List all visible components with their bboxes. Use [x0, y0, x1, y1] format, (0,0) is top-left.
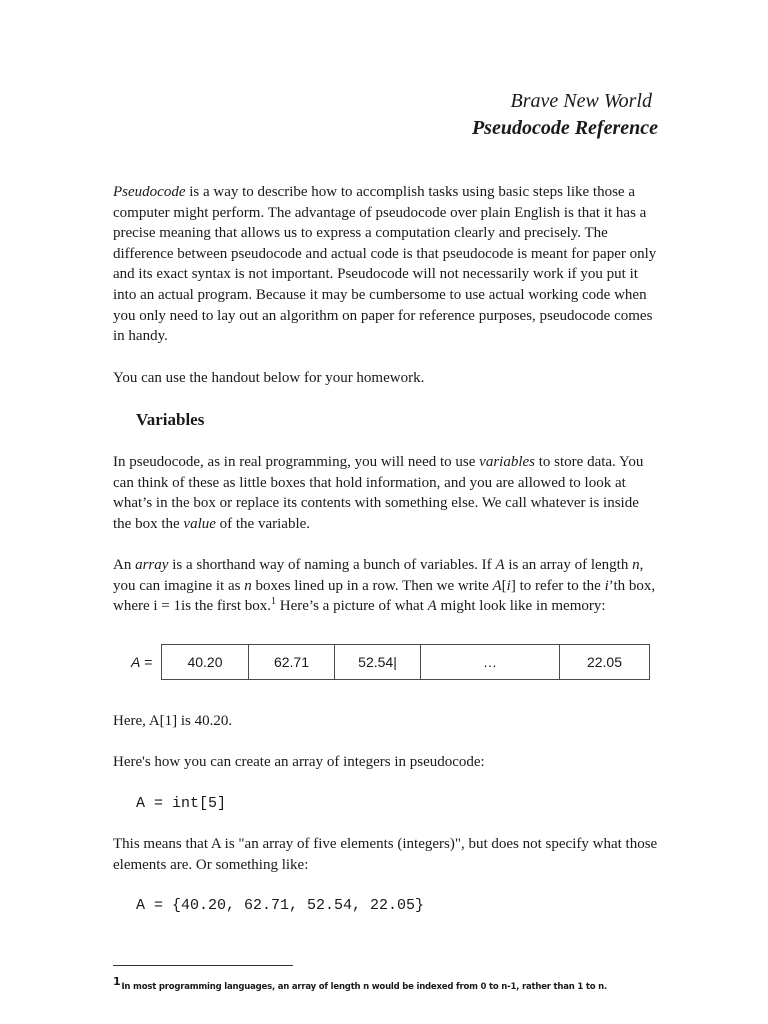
text-span: is an array of length: [504, 557, 633, 573]
meaning-paragraph: This means that A is "an array of five elements (integers)", but does not specify what those elements are. Or something like:: [113, 836, 658, 873]
emphasis-var: i: [506, 577, 511, 594]
create-array-paragraph: Here's how you can create an array of integers in pseudocode:: [113, 754, 485, 770]
code-example-int-array: A = int[5]: [136, 795, 227, 812]
emphasis-var: n: [632, 557, 640, 573]
array-paragraph: [113, 555, 658, 617]
text-span: An: [113, 557, 136, 573]
array-cell: 22.05: [586, 654, 623, 670]
example-paragraph: Here, A[1] is 40.20.: [113, 713, 233, 729]
text-span: to store data. You can think of these as little boxes that hold information, and you are allowed to look at what’s in the box or replace its contents with something else. We call whatever is inside the box the: [113, 454, 644, 532]
footnote-text: In most programming languages, an array of length n would be indexed from 0 to n-1, rather than 1 to n.: [121, 981, 607, 992]
array-cells: [161, 644, 650, 680]
footnote-mark: 1: [113, 975, 121, 988]
emphasis-variables: variables: [479, 454, 535, 470]
text-span: Here’s a picture of what: [276, 598, 428, 615]
course-title: Brave New World: [510, 90, 652, 112]
emphasis-array: array: [135, 557, 169, 573]
array-cell: 40.20: [162, 645, 249, 679]
emphasis-var: A: [492, 577, 502, 594]
document-page: [113, 0, 658, 1024]
emphasis-value: value: [183, 515, 216, 532]
variables-paragraph: [113, 452, 658, 534]
intro-term: Pseudocode: [113, 184, 186, 200]
text-span: is a shorthand way of naming a bunch of variables. If: [168, 557, 496, 573]
array-cell: 52.54|: [335, 645, 421, 679]
text-span: [: [501, 577, 507, 594]
array-diagram: [113, 644, 649, 680]
intro-paragraph: [113, 182, 658, 347]
text-span: of the variable.: [215, 515, 311, 532]
array-cell-ellipsis: …: [421, 645, 560, 679]
emphasis-var: n: [244, 577, 252, 594]
variables-heading: Variables: [136, 410, 205, 429]
emphasis-var: A: [427, 598, 437, 615]
text-span: ] to refer to the: [510, 577, 605, 594]
footnote: [113, 975, 658, 994]
text-span: , you can imagine it as: [113, 557, 644, 594]
text-span: ’th box, where i = 1is the first box.: [113, 577, 656, 615]
document-title-block: [472, 88, 658, 142]
emphasis-var: i: [604, 577, 609, 594]
handout-note: You can use the handout below for your homework.: [113, 370, 425, 386]
array-equals-sign: =: [140, 654, 153, 670]
array-variable-name: A: [131, 654, 141, 670]
emphasis-var: A: [495, 557, 505, 573]
code-example-literal-array: A = {40.20, 62.71, 52.54, 22.05}: [136, 897, 425, 914]
intro-text: is a way to describe how to accomplish tasks using basic steps like those a computer might perform. The advantage of pseudocode over plain English is that it has a precise meaning that allows us to express a computation clearly and precisely. The difference between pseudocode and actual code is that pseudocode is meant for paper only and its exact syntax is not important. Pseudocode will not necessarily work if you put it into an actual program. Because it may be cumbersome to use actual working code when you only need to lay out an algorithm on paper for reference purposes, pseudocode comes in handy.: [113, 184, 657, 345]
footnote-divider: [113, 965, 293, 966]
text-span: In pseudocode, as in real programming, you will need to use: [113, 454, 480, 470]
text-span: boxes lined up in a row. Then we write: [251, 577, 493, 594]
array-cell: 62.71: [249, 645, 335, 679]
document-title: Pseudocode Reference: [471, 117, 658, 139]
array-label: [131, 644, 165, 680]
text-span: might look like in memory:: [436, 598, 606, 615]
footnote-reference[interactable]: 1: [271, 596, 277, 608]
